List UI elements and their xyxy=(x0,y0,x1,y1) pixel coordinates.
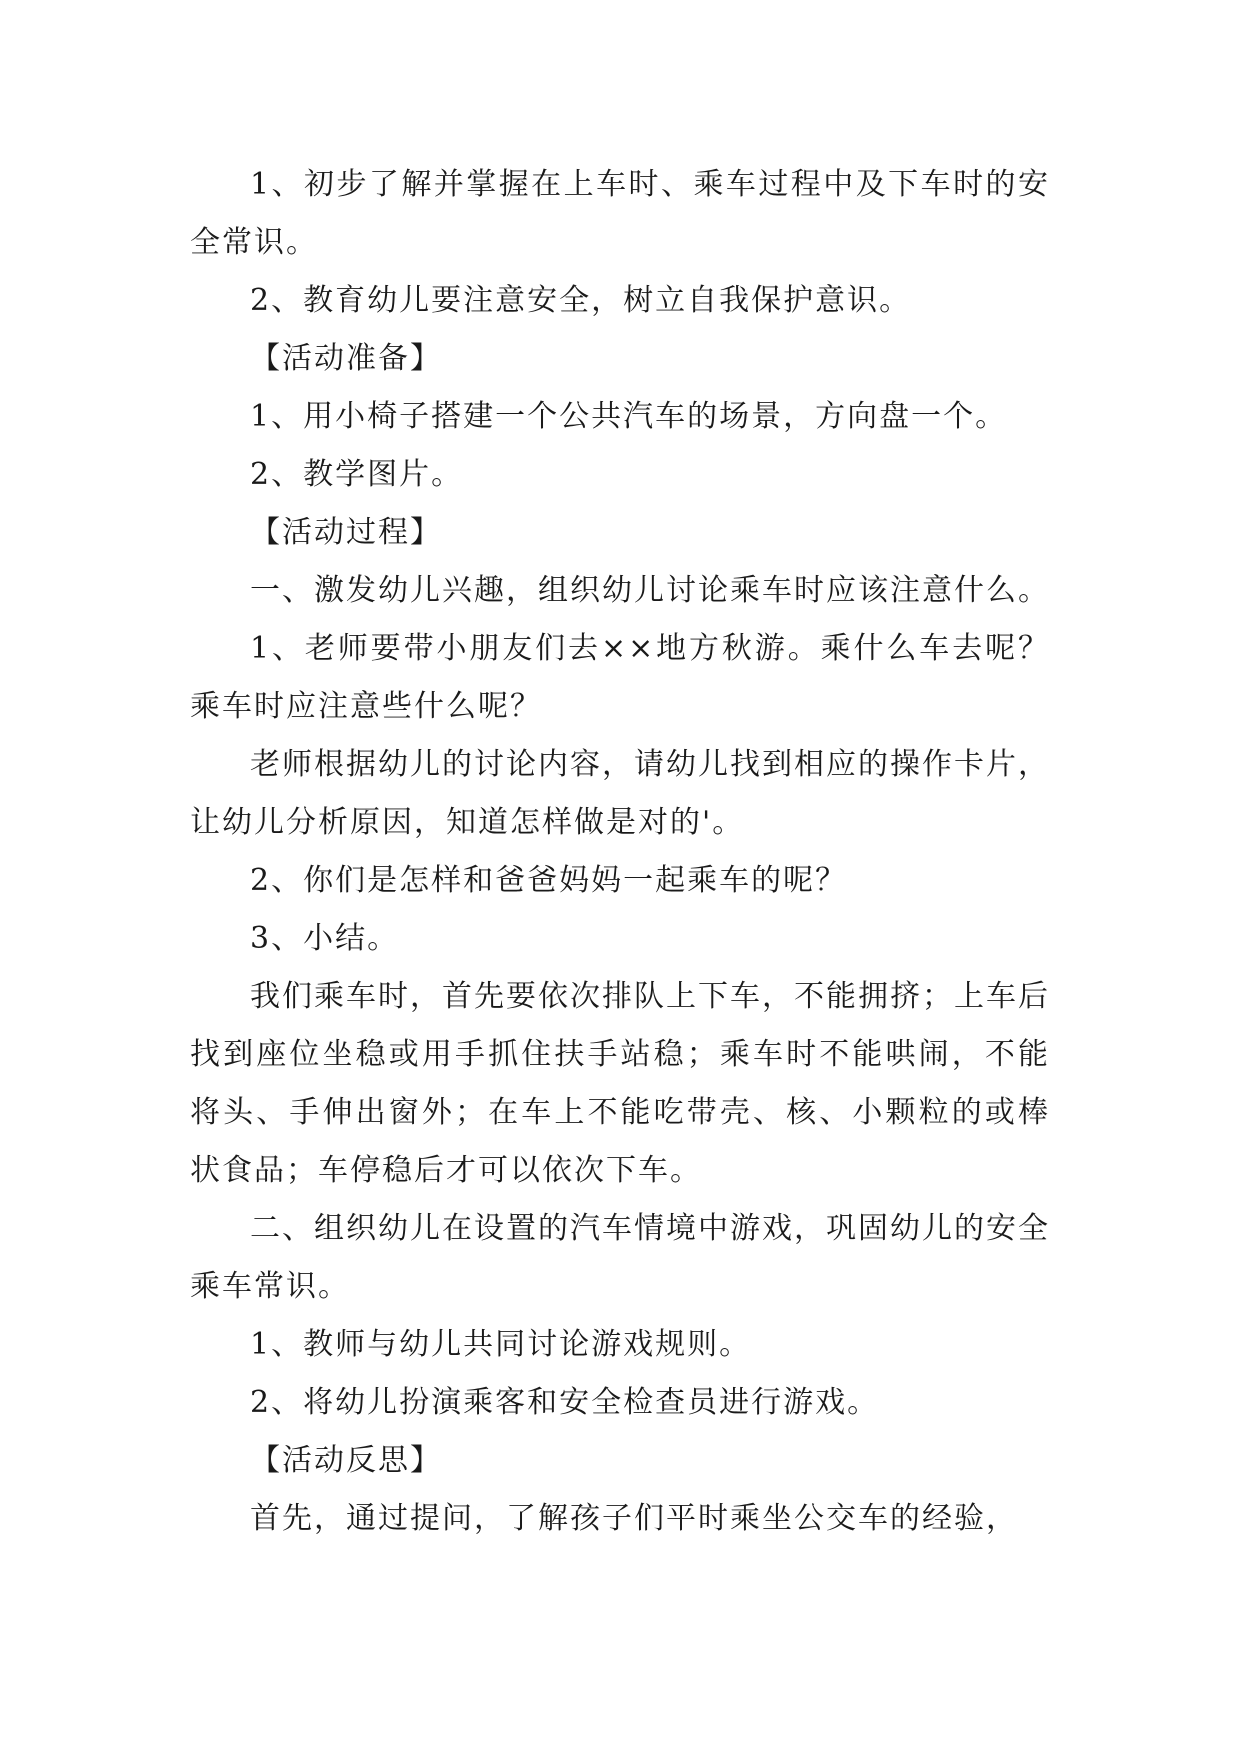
prep-2: 2、教学图片。 xyxy=(250,457,464,492)
process-2-1: 1、教师与幼儿共同讨论游戏规则。 xyxy=(250,1327,752,1362)
process-1-3: 3、小结。 xyxy=(250,921,400,956)
heading-reflection: 【活动反思】 xyxy=(250,1443,442,1478)
reflection-1: 首先，通过提问，了解孩子们平时乘坐公交车的经验， xyxy=(250,1501,1018,1536)
process-2-2: 2、将幼儿扮演乘客和安全检查员进行游戏。 xyxy=(250,1385,880,1420)
process-part-2: 二、组织幼儿在设置的汽车情境中游戏，巩固幼儿的安全乘车常识。 xyxy=(190,1211,1050,1304)
summary: 我们乘车时，首先要依次排队上下车，不能拥挤；上车后找到座位坐稳或用手抓住扶手站稳；乘车时不能哄闹，不能将头、手伸出窗外；在车上不能吃带壳、核、小颗粒的或棒状食品；车停稳后才可以依次下车。 xyxy=(190,979,1050,1188)
document-body xyxy=(190,156,1050,1548)
goal-1: 1、初步了解并掌握在上车时、乘车过程中及下车时的安全常识。 xyxy=(190,167,1050,260)
process-1-note: 老师根据幼儿的讨论内容，请幼儿找到相应的操作卡片，让幼儿分析原因，知道怎样做是对的'。 xyxy=(190,747,1050,840)
process-part-1: 一、激发幼儿兴趣，组织幼儿讨论乘车时应该注意什么。 xyxy=(250,573,1050,608)
process-1-2: 2、你们是怎样和爸爸妈妈一起乘车的呢？ xyxy=(250,863,848,898)
heading-process: 【活动过程】 xyxy=(250,515,442,550)
heading-preparation: 【活动准备】 xyxy=(250,341,442,376)
process-1-1: 1、老师要带小朋友们去××地方秋游。乘什么车去呢？乘车时应注意些什么呢？ xyxy=(190,631,1050,724)
prep-1: 1、用小椅子搭建一个公共汽车的场景，方向盘一个。 xyxy=(250,399,1008,434)
goal-2: 2、教育幼儿要注意安全，树立自我保护意识。 xyxy=(250,283,912,318)
